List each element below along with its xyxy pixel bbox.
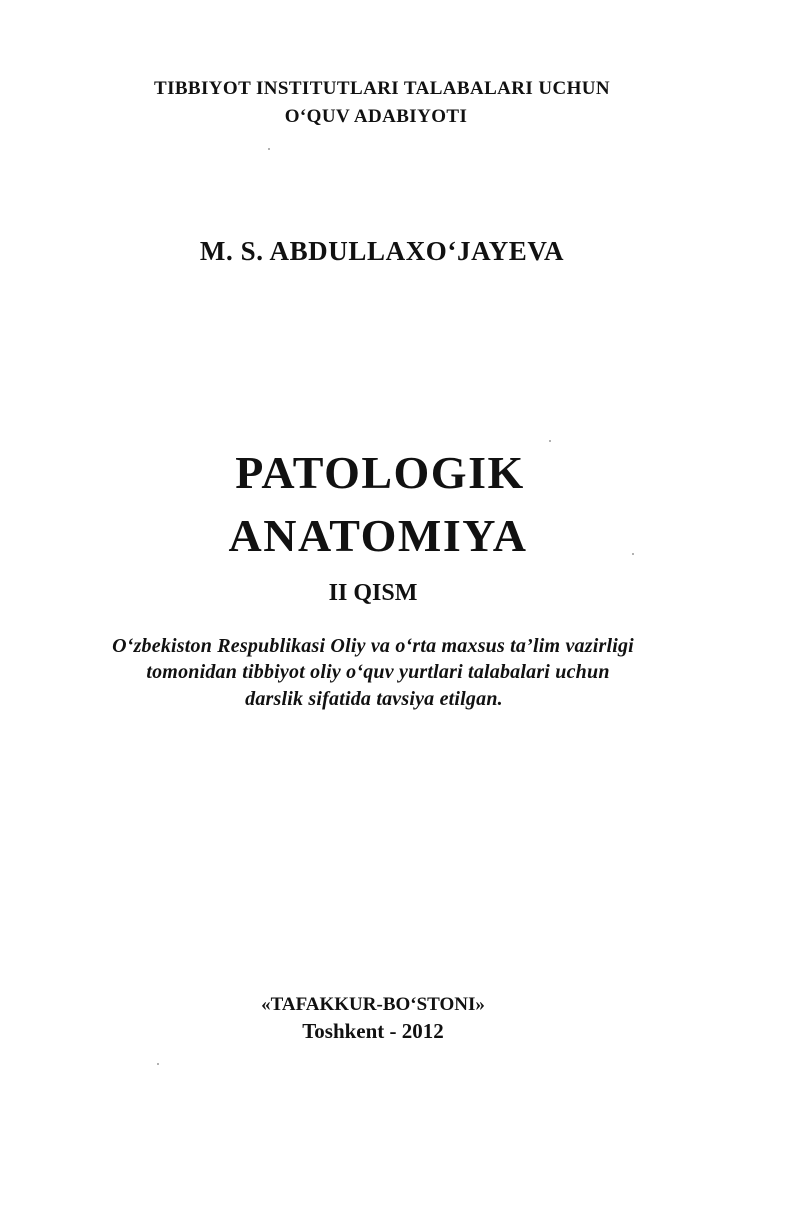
scan-speck <box>157 1063 159 1065</box>
book-title-line-1: PATOLOGIK <box>235 447 525 498</box>
publisher-name: «TAFAKKUR-BO‘STONI» <box>261 994 485 1015</box>
scan-speck <box>632 553 634 555</box>
scan-speck <box>268 148 270 150</box>
approval-note-line-1: O‘zbekiston Respublikasi Oliy va o‘rta maxsus ta’lim vazirligi <box>112 635 634 657</box>
approval-note-line-3: darslik sifatida tavsiya etilgan. <box>245 688 503 710</box>
header-line-1: TIBBIYOT INSTITUTLARI TALABALARI UCHUN <box>153 78 611 99</box>
part-label: II QISM <box>328 580 418 606</box>
scan-speck <box>549 440 551 442</box>
author-name: M. S. ABDULLAXO‘JAYEVA <box>199 236 565 266</box>
approval-note-line-2: tomonidan tibbiyot oliy o‘quv yurtlari talabalari uchun <box>146 661 610 683</box>
book-title-line-2: ANATOMIYA <box>228 510 528 561</box>
header-line-2: O‘QUV ADABIYOTI <box>284 106 468 127</box>
city-year: Toshkent - 2012 <box>302 1019 444 1043</box>
